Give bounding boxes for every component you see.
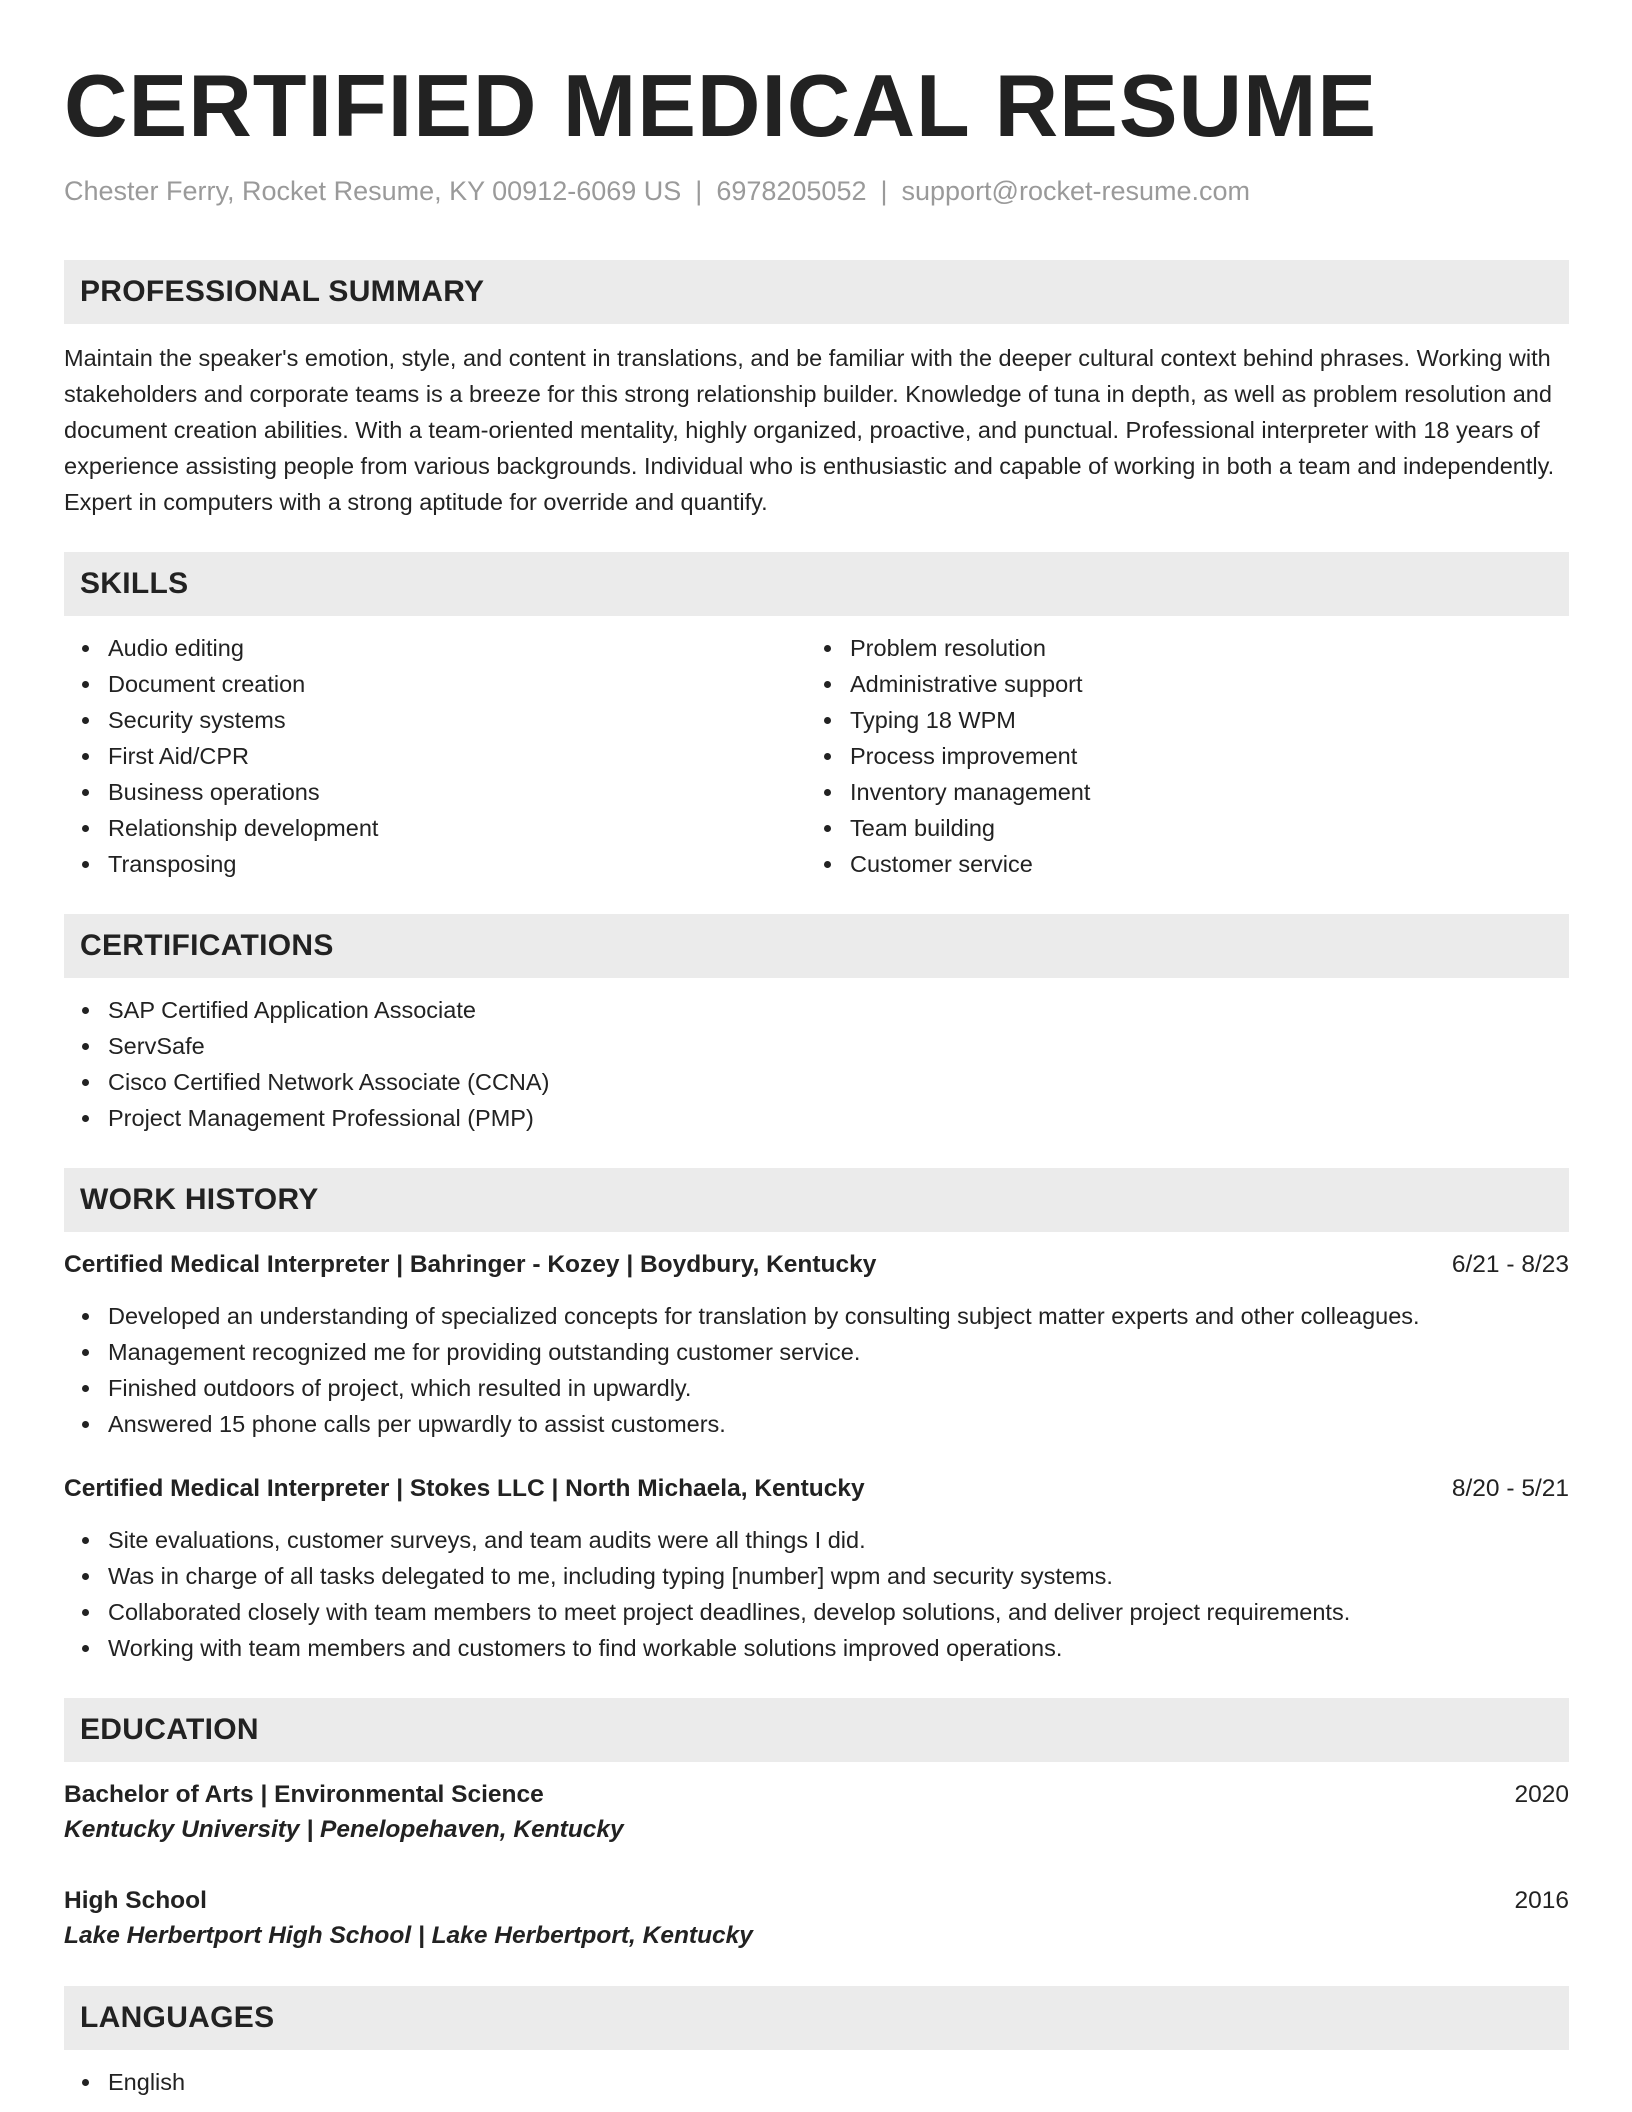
job-bullet: Developed an understanding of specialized concepts for translation by consulting subject matter experts and other colleagues. [108, 1298, 1569, 1334]
section-heading-languages: LANGUAGES [64, 1986, 1569, 2050]
skills-list-left [64, 630, 806, 882]
section-heading-summary: PROFESSIONAL SUMMARY [64, 260, 1569, 324]
skill-item: Transposing [108, 846, 806, 882]
contact-separator: | [695, 176, 703, 206]
job-dates: 8/20 - 5/21 [1451, 1475, 1569, 1502]
summary-text: Maintain the speaker's emotion, style, and content in translations, and be familiar with the deeper cultural context behind phrases. Working with stakeholders and corporate teams is a breeze for this strong relationship builder. Knowledge of tuna in depth, as well as problem resolution and document creation abilities. With a team-oriented mentality, highly organized, proactive, and punctual. Professional interpreter with 18 years of experience assisting people from various backgrounds. Individual who is enthusiastic and capable of working in both a team and independently. Expert in computers with a strong aptitude for override and quantify. [64, 345, 1555, 515]
certification-item: Cisco Certified Network Associate (CCNA) [108, 1064, 1569, 1100]
skill-item: Team building [850, 810, 1548, 846]
education-school: Kentucky University | Penelopehaven, Kentucky [64, 1816, 624, 1843]
skill-item: Security systems [108, 702, 806, 738]
certifications-list [64, 992, 1569, 1136]
skill-item: Relationship development [108, 810, 806, 846]
resume-title: CERTIFIED MEDICAL RESUME [64, 56, 1378, 155]
section-heading-work-history: WORK HISTORY [64, 1168, 1569, 1232]
skill-item: Business operations [108, 774, 806, 810]
language-item: English [108, 2064, 1569, 2100]
languages-list [64, 2064, 1569, 2100]
education-degree: High School [64, 1887, 207, 1914]
job-bullet: Site evaluations, customer surveys, and team audits were all things I did. [108, 1522, 1569, 1558]
skill-item: Process improvement [850, 738, 1548, 774]
contact-address: Chester Ferry, Rocket Resume, KY 00912-6069 US [64, 176, 682, 206]
contact-email: support@rocket-resume.com [901, 176, 1251, 206]
job-bullet: Answered 15 phone calls per upwardly to assist customers. [108, 1406, 1569, 1442]
education-entry-header [64, 1778, 1569, 1812]
job-bullet: Finished outdoors of project, which resulted in upwardly. [108, 1370, 1569, 1406]
skill-item: Inventory management [850, 774, 1548, 810]
education-degree: Bachelor of Arts | Environmental Science [64, 1781, 544, 1808]
skill-item: Customer service [850, 846, 1548, 882]
education-school: Lake Herbertport High School | Lake Herbertport, Kentucky [64, 1922, 753, 1949]
job-bullet: Working with team members and customers to find workable solutions improved operations. [108, 1630, 1569, 1666]
job-bullet: Management recognized me for providing outstanding customer service. [108, 1334, 1569, 1370]
education-entry-header [64, 1884, 1569, 1918]
job-bullets [64, 1298, 1569, 1442]
skills-column-left [64, 630, 806, 882]
job-title: Certified Medical Interpreter | Bahringer - Kozey | Boydbury, Kentucky [64, 1251, 877, 1278]
certification-item: Project Management Professional (PMP) [108, 1100, 1569, 1136]
education-year: 2020 [1514, 1781, 1569, 1808]
contact-line [64, 174, 1569, 208]
skills-column-right [806, 630, 1548, 882]
skill-item: Administrative support [850, 666, 1548, 702]
skills-list-right [806, 630, 1548, 882]
job-dates: 6/21 - 8/23 [1451, 1251, 1569, 1278]
certification-item: SAP Certified Application Associate [108, 992, 1569, 1028]
job-bullet: Collaborated closely with team members to meet project deadlines, develop solutions, and deliver project requirements. [108, 1594, 1569, 1630]
section-heading-skills: SKILLS [64, 552, 1569, 616]
job-header [64, 1472, 1569, 1506]
skills-columns [64, 630, 1569, 882]
job-header [64, 1248, 1569, 1282]
education-year: 2016 [1514, 1887, 1569, 1914]
contact-separator: | [880, 176, 888, 206]
job-bullet: Was in charge of all tasks delegated to me, including typing [number] wpm and security systems. [108, 1558, 1569, 1594]
skill-item: First Aid/CPR [108, 738, 806, 774]
skill-item: Problem resolution [850, 630, 1548, 666]
skill-item: Audio editing [108, 630, 806, 666]
certification-item: ServSafe [108, 1028, 1569, 1064]
section-heading-certifications: CERTIFICATIONS [64, 914, 1569, 978]
skill-item: Document creation [108, 666, 806, 702]
job-title: Certified Medical Interpreter | Stokes LLC | North Michaela, Kentucky [64, 1475, 865, 1502]
section-heading-education: EDUCATION [64, 1698, 1569, 1762]
job-bullets [64, 1522, 1569, 1666]
skill-item: Typing 18 WPM [850, 702, 1548, 738]
contact-phone: 6978205052 [716, 176, 867, 206]
